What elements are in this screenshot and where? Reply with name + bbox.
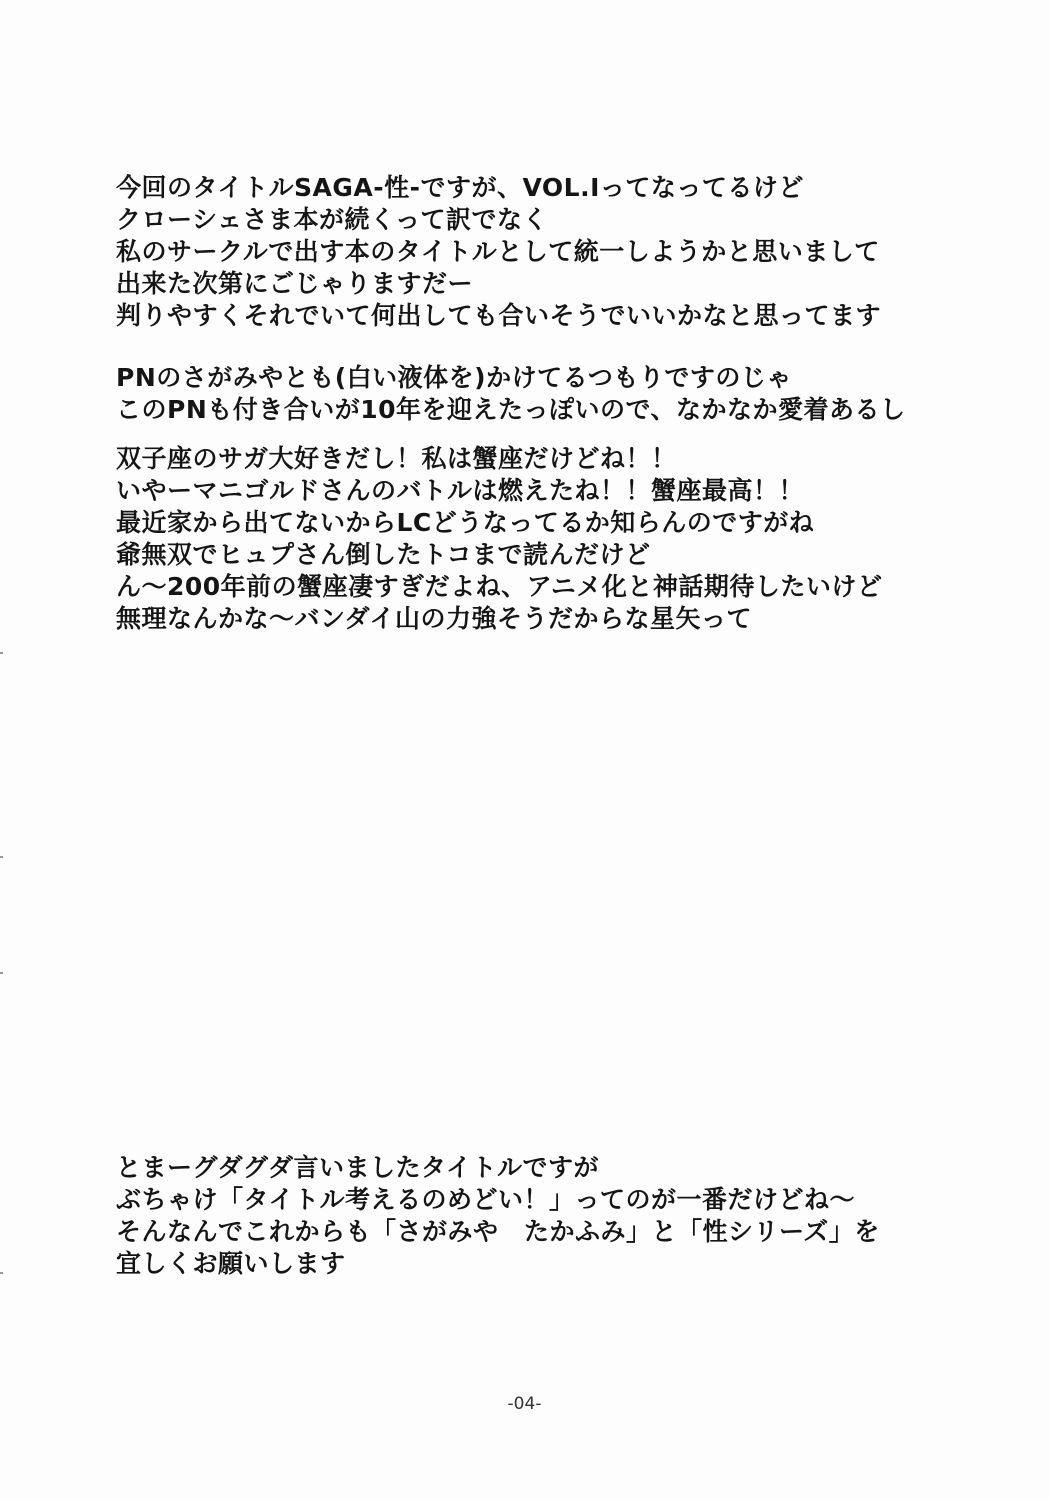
text-line: このPNも付き合いが10年を迎えたっぽいので、なかなか愛着あるし (116, 395, 906, 424)
text-line: 出来た次第にごじゃりますだー (116, 269, 474, 298)
text-line: 無理なんかな～バンダイ山の力強そうだからな星矢って (116, 604, 753, 633)
text-line: 宜しくお願いします (116, 1249, 346, 1278)
text-line: 最近家から出てないからLCどうなってるか知らんのですがね (116, 508, 815, 537)
text-line: 私のサークルで出す本のタイトルとして統一しようかと思いまして (116, 237, 880, 266)
text-line: とまーグダグダ言いましたタイトルですが (116, 1153, 600, 1182)
text-line: 爺無双でヒュプさん倒したトコまで読んだけど (116, 540, 651, 569)
scan-mark (0, 972, 3, 974)
text-line: クローシェさま本が続くって訳でなく (116, 205, 549, 234)
text-line: 双子座のサガ大好きだし！私は蟹座だけどね！！ (116, 444, 677, 473)
text-line: 判りやすくそれでいて何出しても合いそうでいいかなと思ってます (116, 301, 882, 330)
scan-mark (0, 652, 3, 654)
text-line: いやーマニゴルドさんのバトルは燃えたね！！蟹座最高！！ (116, 476, 805, 505)
text-line: 今回のタイトルSAGA-性-ですが、VOL.Ⅰってなってるけど (116, 173, 804, 202)
scan-mark (0, 856, 3, 858)
text-line: そんなんでこれからも「さがみや たかふみ」と「性シリーズ」を (116, 1217, 880, 1246)
scan-mark (0, 1272, 3, 1274)
page-number: -04- (507, 1394, 542, 1414)
text-line: ん～200年前の蟹座凄すぎだよね、アニメ化と神話期待したいけど (116, 572, 883, 601)
text-line: PNのさがみやとも(白い液体を)かけてるつもりですのじゃ (116, 363, 792, 392)
text-line: ぶちゃけ「タイトル考えるのめどい！」ってのが一番だけどね～ (116, 1185, 856, 1214)
